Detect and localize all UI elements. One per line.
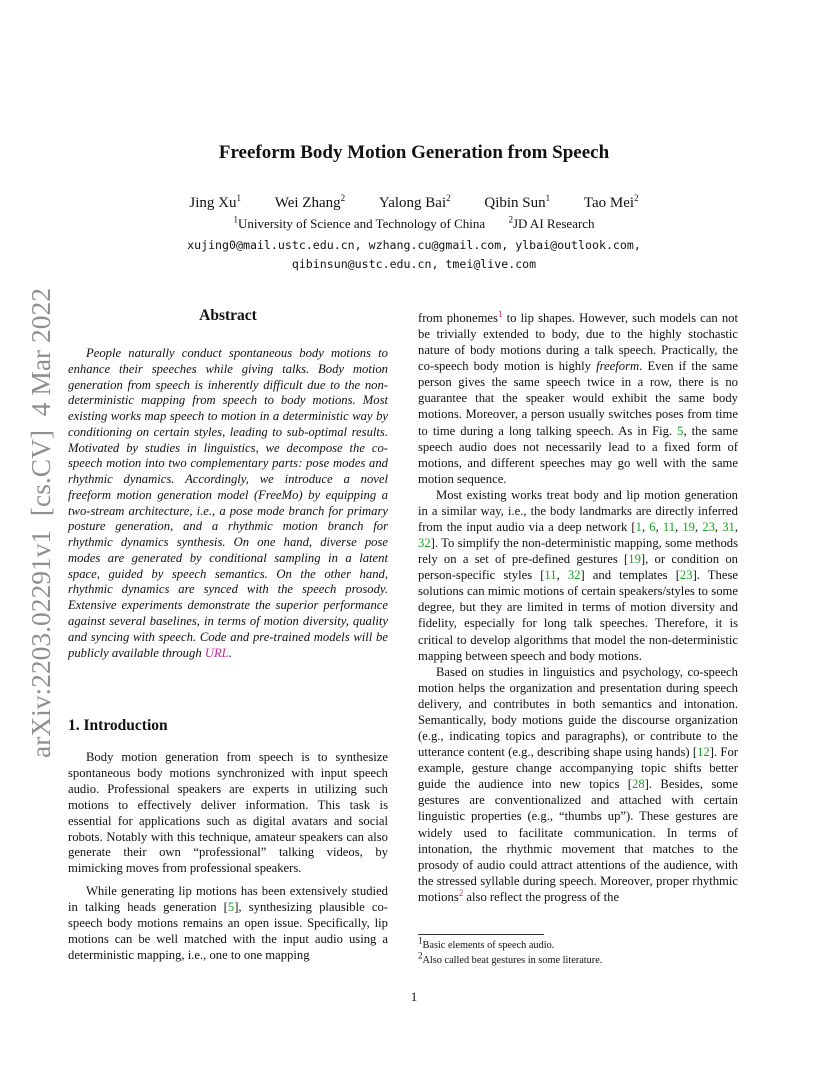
right-paragraph-2: Most existing works treat body and lip motion generation in a similar way, i.e., the body landmarks are directly inferred from the input audio via a deep network [1, 6, 11, 19, 23, 31, 32]. To simplify the non-deterministic mapping, some methods rely on a set of pre-defined gestures [19], or condition on person-specific styles [11, 32] and templates [23]. These solutions can mimic motions of certain speakers/styles to some degree, but they are limited in terms of motion diversity and fidelity, especially for long talk speeches. Therefore, it is critical to develop algorithms that model the non-deterministic mapping between speech and body motions. bbox=[418, 487, 739, 663]
citation-link[interactable]: 32 bbox=[418, 536, 431, 551]
author-affil-mark: 2 bbox=[446, 193, 451, 203]
text-run: ]. Besides, some gestures are conventionalized and attached with certain linguistic properties (e.g., “thumbs up”). These gestures are widely used to facilitate communication. In terms of intonation, the rhythmic movement that matches to the prosody of audio could attract attentions of the audience, with the stressed syllable during speech. Moreover, proper rhythmic motions bbox=[418, 777, 739, 904]
author-affil-mark: 2 bbox=[634, 193, 639, 203]
left-column-body bbox=[68, 750, 388, 964]
footnote-number: 2 bbox=[418, 950, 423, 961]
arxiv-stamp-graphic bbox=[22, 288, 58, 758]
footnotes bbox=[418, 934, 738, 968]
text-run: While generating lip motions has been extensively studied in talking heads generation [ bbox=[68, 884, 388, 915]
figure-ref-link[interactable]: 5 bbox=[677, 423, 684, 438]
arxiv-stamp-text: arXiv:2203.02291v1 [cs.CV] 4 Mar 2022 bbox=[26, 296, 56, 758]
abstract-heading: Abstract bbox=[199, 307, 257, 324]
citation-link[interactable]: 11 bbox=[544, 568, 557, 583]
author-entry bbox=[189, 195, 241, 211]
affiliation-mark: 2 bbox=[508, 214, 513, 225]
introduction-heading: 1. Introduction bbox=[68, 717, 168, 734]
code-url-link[interactable]: URL bbox=[204, 645, 229, 660]
author-name: Tao Mei bbox=[583, 195, 635, 211]
text-run: to lip shapes. However, such models can not be trivially extended to body, due to the highly stochastic nature of body motions during a talk speech. Practically, the co-speech body motion is highly bbox=[418, 311, 738, 374]
citation-link[interactable]: 28 bbox=[632, 777, 645, 792]
author-emails bbox=[0, 236, 828, 274]
citation-link[interactable]: 32 bbox=[567, 568, 581, 583]
author-affil-mark: 1 bbox=[236, 193, 242, 203]
affiliation-mark: 1 bbox=[233, 214, 238, 225]
text-run: , the same speech audio does not necessarily lead to a fixed form of motions, and different speeches may go well with the same motion sequence. bbox=[418, 423, 738, 486]
footnote-item bbox=[418, 935, 738, 953]
text-run: ]. For example, gesture change accompanying topic shifts better guide the audience into new topics [ bbox=[418, 745, 738, 792]
citation-link[interactable]: 19 bbox=[628, 552, 641, 567]
affiliation-name: JD AI Research bbox=[512, 216, 595, 231]
author-name: Qibin Sun bbox=[484, 195, 546, 211]
right-paragraph-1 bbox=[418, 310, 738, 487]
author-affil-mark: 2 bbox=[340, 193, 346, 203]
intro-paragraph-2 bbox=[68, 884, 388, 964]
emphasis-text: freeform bbox=[596, 359, 640, 374]
author-name: Yalong Bai bbox=[378, 195, 447, 211]
footnote-text: Also called beat gestures in some literature. bbox=[422, 955, 603, 966]
abstract-end: . bbox=[228, 645, 232, 660]
author-entry bbox=[584, 195, 639, 211]
text-run: ] and templates [ bbox=[580, 568, 680, 583]
text-run: ], or condition on person-specific styles [ bbox=[418, 552, 738, 583]
affiliation-entry bbox=[508, 216, 594, 231]
citation-link[interactable]: 5 bbox=[227, 900, 235, 915]
citation-link[interactable]: 19 bbox=[682, 520, 695, 535]
author-entry bbox=[379, 195, 451, 211]
text-run: ]. To simplify the non-deterministic mapping, some methods rely on a set of pre-defined gestures [ bbox=[418, 536, 738, 567]
text-run: ]. These solutions can mimic motions of certain speakers/styles to some degree, but they are limited in terms of motion diversity and fidelity, especially for long talk speeches. Therefore, it is critical to develop algorithms that model the non-deterministic mapping between speech and body motions. bbox=[418, 568, 738, 663]
page-number: 1 bbox=[410, 989, 418, 1004]
text-run: also reflect the progress of the bbox=[463, 889, 620, 904]
email-line[interactable]: xujing0@mail.ustc.edu.cn, wzhang.cu@gmail.com, ylbai@outlook.com, bbox=[187, 238, 641, 252]
text-run: ], synthesizing plausible co-speech body motions remains an open issue. Specifically, lip motions can be well matched with the input audio using a deterministic mapping, i.e., one to one mapping bbox=[68, 900, 388, 962]
author-list bbox=[0, 195, 828, 212]
citation-link[interactable]: 23 bbox=[702, 520, 715, 535]
footnote-mark-link[interactable]: 1 bbox=[497, 308, 503, 319]
author-entry bbox=[275, 195, 345, 211]
citation-link[interactable]: 12 bbox=[697, 745, 710, 760]
footnote-divider bbox=[418, 934, 544, 935]
footnote-text: Basic elements of speech audio. bbox=[422, 940, 555, 951]
affiliation-list bbox=[0, 216, 828, 232]
affiliation-entry bbox=[233, 216, 485, 231]
citation-link[interactable]: 31 bbox=[722, 520, 735, 535]
right-paragraph-3 bbox=[418, 664, 738, 905]
paper-title: Freeform Body Motion Generation from Speech bbox=[218, 142, 610, 163]
abstract-body bbox=[68, 346, 388, 661]
arxiv-identifier-stamp bbox=[22, 288, 58, 758]
text-run: . Even if the same person gives the same speech twice in a row, there is no guarantee that the speaker would exhibit the same body motions. Moreover, a person usually switches poses from time to time during a long talking speech. As in Fig. bbox=[418, 359, 738, 438]
text-run: from phonemes bbox=[418, 311, 498, 325]
right-column-body bbox=[418, 310, 738, 905]
citation-link[interactable]: 11 bbox=[662, 520, 676, 535]
intro-paragraph-1: Body motion generation from speech is to synthesize spontaneous body motions synchronized with input speech audio. Professional speakers are experts in utilizing such motions to effectively deliver information. This task is essential for applications such as digital avatars and social robots. Notably with this technique, amateur speakers can also generate their own “professional” talking videos, by mimicking moves from professional speakers. bbox=[68, 750, 388, 876]
citation-link[interactable]: 1 bbox=[635, 520, 642, 535]
footnote-item bbox=[418, 950, 738, 968]
email-line[interactable]: qibinsun@ustc.edu.cn, tmei@live.com bbox=[291, 257, 537, 271]
affiliation-name: University of Science and Technology of China bbox=[237, 216, 486, 231]
author-entry bbox=[484, 195, 550, 211]
author-name: Wei Zhang bbox=[274, 195, 341, 211]
author-affil-mark: 1 bbox=[545, 193, 551, 203]
footnote-mark-link[interactable]: 2 bbox=[458, 887, 464, 898]
abstract-text: People naturally conduct spontaneous body motions to enhance their speeches while giving talks. Body motion generation from speech is inherently difficult due to the non-deterministic mapping from speech to body motions. Most existing works map speech to motion in a deterministic way by conditioning on certain styles, leading to sub-optimal results. Motivated by studies in linguistics, we decompose the co-speech motion into two complementary parts: pose modes and rhythmic dynamics. Accordingly, we introduce a novel freeform motion generation model (FreeMo) by equipping a two-stream architecture, i.e., a pose mode branch for primary posture generation, and a rhythmic motion branch for rhythmic dynamics synthesis. On one hand, diverse pose modes are generated by conditional sampling in a latent space, guided by speech semantics. On the other hand, rhythmic dynamics are synced with the speech prosody. Extensive experiments demonstrate the superior performance against several baselines, in terms of motion diversity, quality and syncing with speech. Code and pre-trained models will be publicly available through bbox=[68, 346, 388, 660]
footnote-number: 1 bbox=[418, 935, 423, 946]
citation-link[interactable]: 6 bbox=[649, 520, 656, 535]
citation-link[interactable]: 23 bbox=[679, 568, 693, 583]
author-name: Jing Xu bbox=[189, 195, 237, 211]
text-run: Most existing works treat body and lip motion generation in a similar way, i.e., the body landmarks are directly inferred from the input audio via a deep network [ bbox=[418, 487, 738, 535]
text-run: Based on studies in linguistics and psychology, co-speech motion helps the organization and presentation during speech delivery, and contributes in both semantics and intonation. Semantically, body motions guide the discourse organization (e.g., indicating topics and paragraphs), or contribute to the utterance content (e.g., describing shape using hands) [ bbox=[418, 664, 738, 760]
